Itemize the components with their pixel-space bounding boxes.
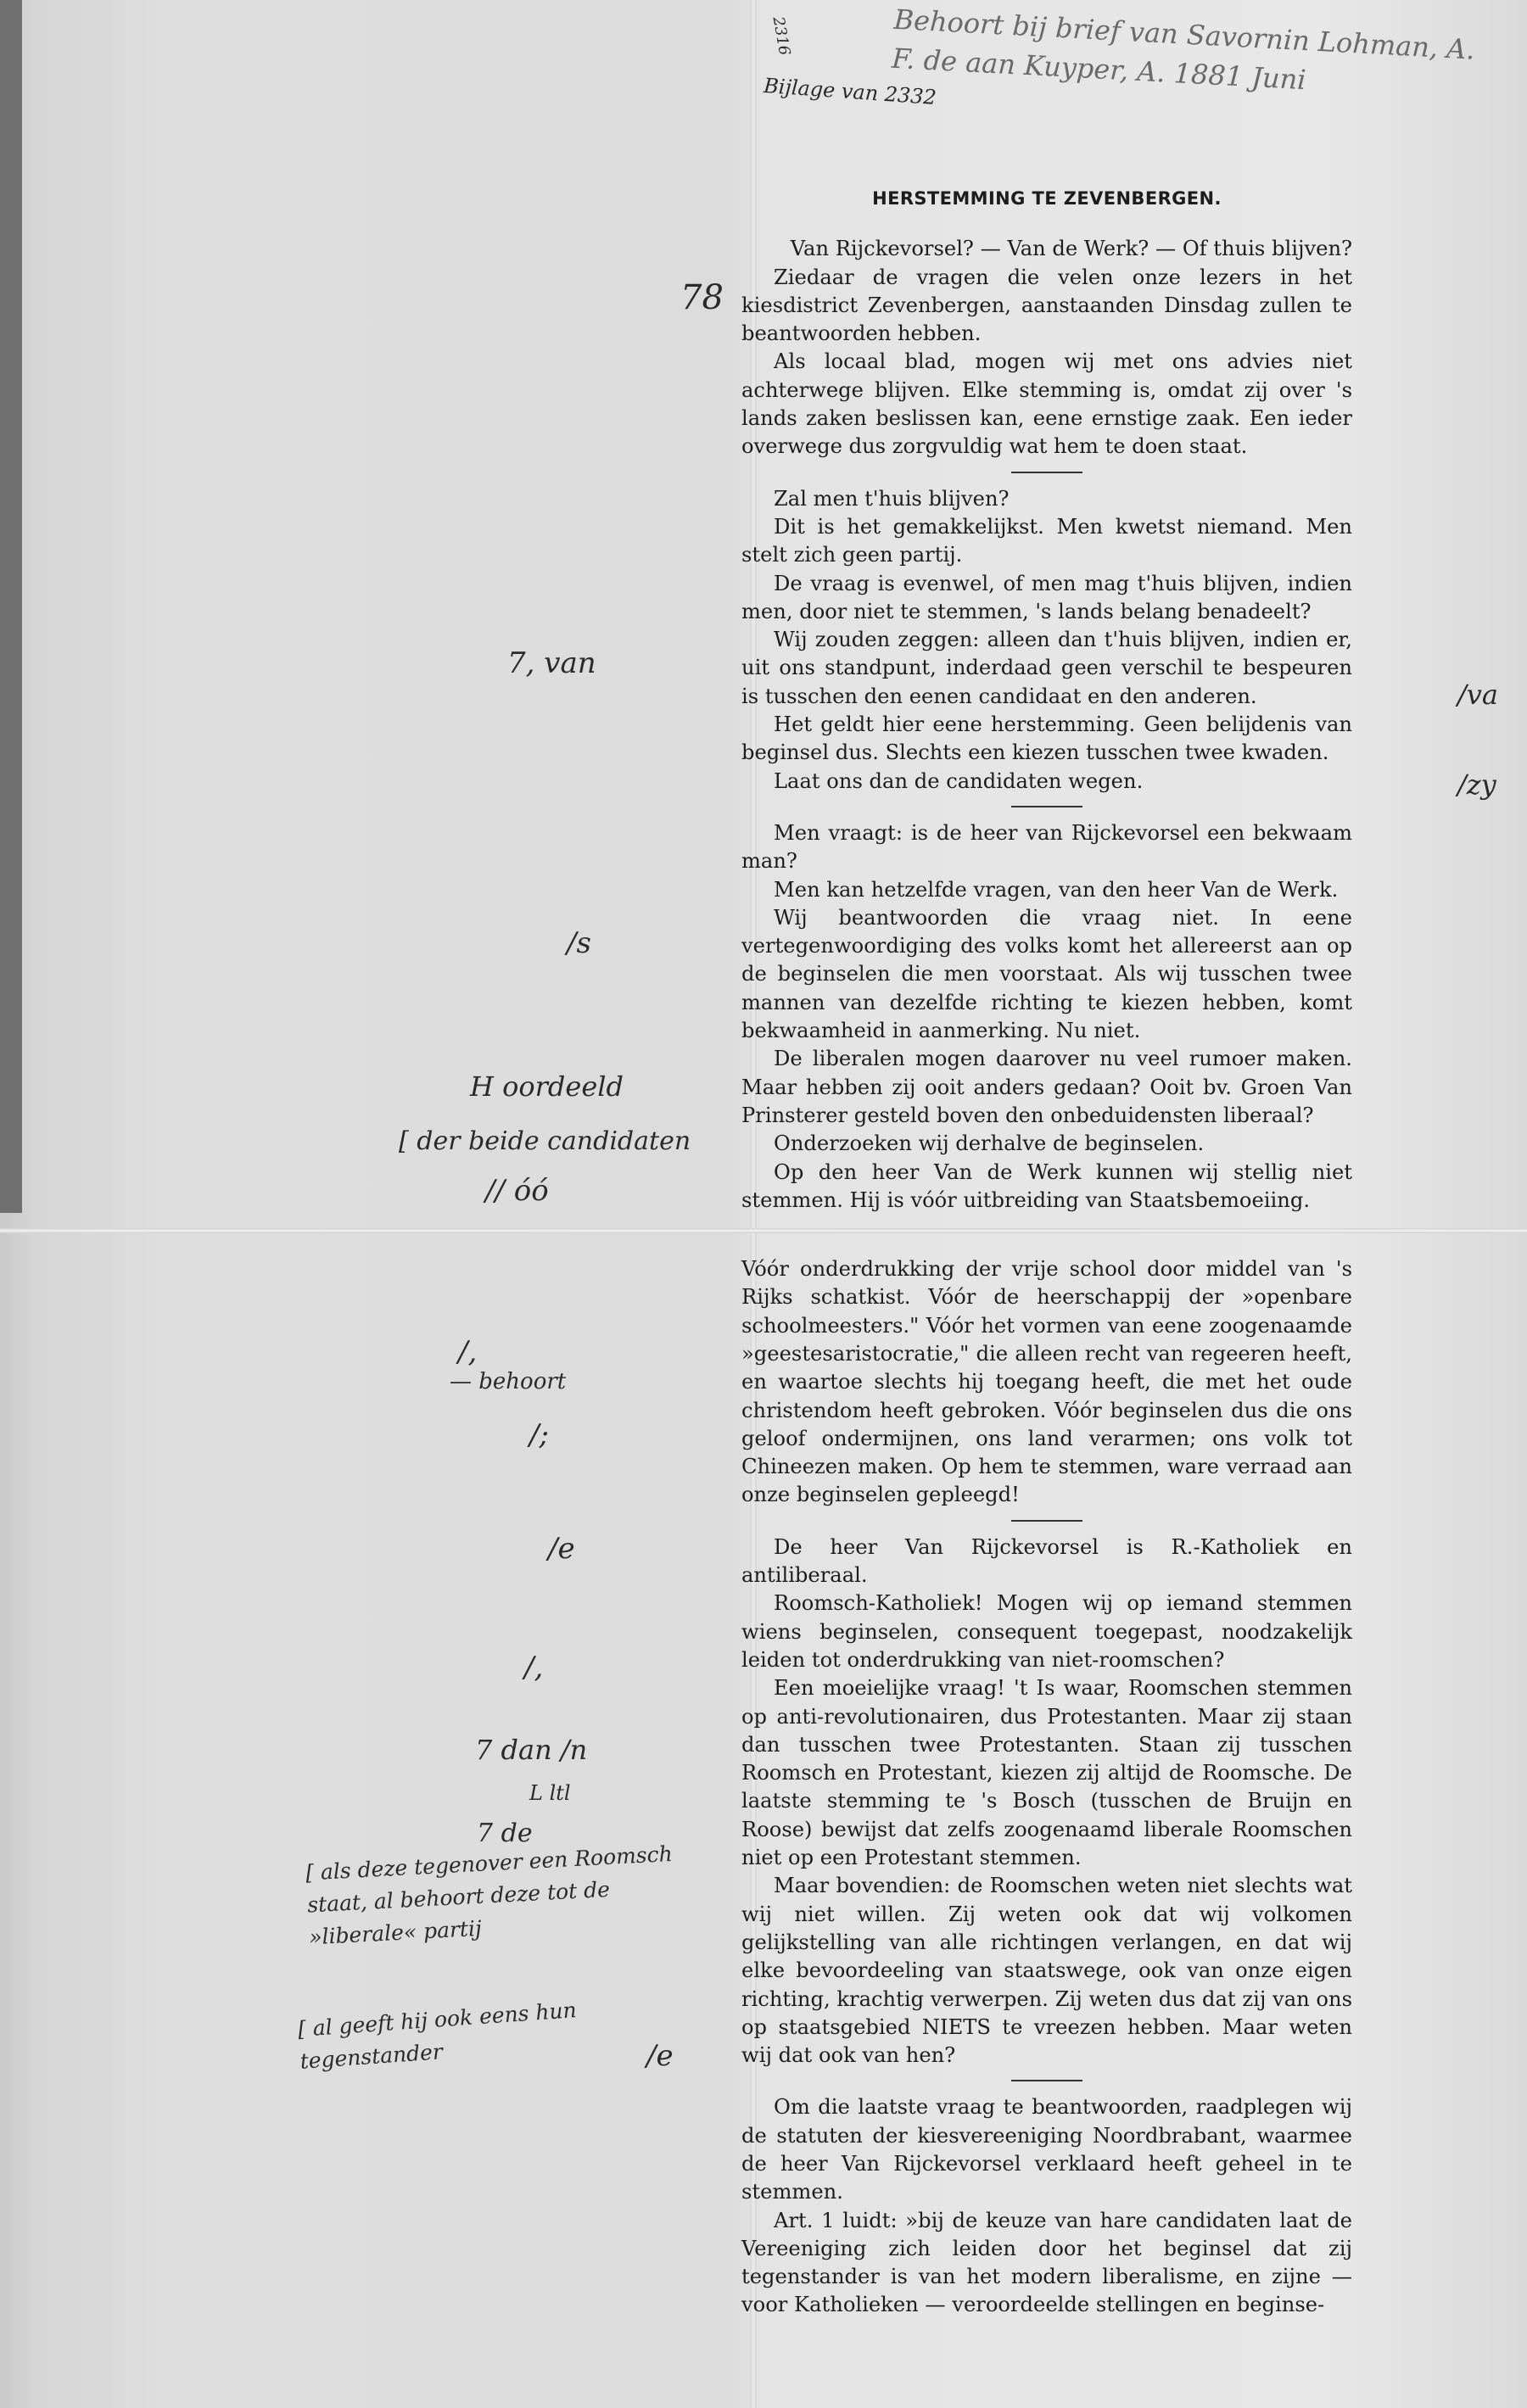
paragraph: Ziedaar de vragen die velen onze lezers in het kiesdistrict Zevenbergen, aanstaanden Dinsdag zullen te beantwoorden hebben. <box>741 265 1352 346</box>
margin-note-2: 7, van <box>507 646 596 680</box>
section-rule <box>1011 472 1082 473</box>
paragraph: Roomsch-Katholiek! Mogen wij op iemand stemmen wiens beginselen, consequent toegepast, noodzakelijk leiden tot onderdrukking van niet-roomschen? <box>741 1591 1352 1672</box>
paragraph: Wij zouden zeggen: alleen dan t'huis blijven, indien er, uit ons standpunt, inderdaad geen verschil te bespeuren is tusschen den eenen candidaat en den anderen. <box>741 628 1352 708</box>
right-margin-note-1: /va <box>1457 679 1498 711</box>
bijlage-note: Bijlage van 2332 <box>763 73 937 110</box>
paragraph: Dit is het gemakkelijkst. Men kwetst niemand. Men stelt zich geen partij. <box>741 514 1352 567</box>
paragraph: Men kan hetzelfde vragen, van den heer Van de Werk. <box>774 877 1339 902</box>
section-rule <box>1011 1520 1082 1522</box>
margin-note-1: 78 <box>680 278 724 317</box>
archive-header-note: Behoort bij brief van Savornin Lohman, A. F. de aan Kuyper, A. 1881 Juni <box>891 3 1476 97</box>
paragraph: Een moeielijke vraag! 't Is waar, Roomschen stemmen op anti-revolutionairen, dus Protestanten. Maar zij staan dan tusschen twee Protestanten. Staan zij tusschen Roomsch en Protestant, kiezen zij altijd de Roomsche. De laatste stemming te 's Bosch (tusschen de Bruijn en Roose) bewijst dat zelfs zoogenaamd liberale Roomschen niet op een Protestant stemmen. <box>741 1676 1352 1870</box>
paragraph: Onderzoeken wij derhalve de beginselen. <box>774 1131 1205 1156</box>
margin-note-11: /, <box>524 1651 544 1684</box>
margin-note-6: // óó <box>485 1174 549 1208</box>
paragraph: Laat ons dan de candidaten wegen. <box>774 768 1144 793</box>
margin-note-13: L ltl <box>529 1781 571 1805</box>
paragraph: Wij beantwoorden die vraag niet. In eene vertegenwoordiging des volks komt het allereerst aan op de beginselen die men voorstaat. Als wij tusschen twee mannen van dezelfde richting te kiezen hebben, komt bekwaamheid in aanmerking. Nu niet. <box>741 905 1352 1043</box>
paragraph: De vraag is evenwel, of men mag t'huis blijven, indien men, door niet te stemmen, 's lands belang benadeelt? <box>741 571 1352 623</box>
margin-note-12: 7 dan /n <box>475 1734 588 1766</box>
section-rule <box>1011 806 1082 807</box>
right-margin-note-2: /zy <box>1457 768 1496 801</box>
margin-note-14: 7 de <box>477 1819 533 1848</box>
archive-number: 2316 <box>769 15 794 57</box>
margin-note-10: /e <box>548 1532 575 1566</box>
paragraph: Om die laatste vraag te beantwoorden, raadplegen wij de statuten der kiesvereeniging Noordbrabant, waarmee de heer Van Rijckevorsel verklaard heeft geheel in te stemmen. <box>741 2095 1352 2204</box>
margin-note-16: [ al geeft hij ook eens hun tegenstander <box>297 1997 578 2074</box>
paragraph: Van Rijckevorsel? — Van de Werk? — Of thuis blijven? <box>790 237 1352 261</box>
paragraph: Maar bovendien: de Roomschen weten niet slechts wat wij niet willen. Zij weten ook dat wij volkomen gelijkstelling van alle richtingen verlangen, en dat wij elke bevoordeeling van staatswege, ook van onze eigen richting, krachtig verwerpen. Zij weten dus dat zij van ons op staatsgebied NIETS te vreezen hebben. Maar weten wij dat ook van hen? <box>741 1874 1352 2068</box>
margin-note-8: — behoort <box>450 1369 567 1394</box>
paragraph: De liberalen mogen daarover nu veel rumoer maken. Maar hebben zij ooit anders gedaan? Ooit bv. Groen Van Prinsterer gesteld boven den onbeduidensten liberaal? <box>741 1047 1352 1127</box>
paragraph: De heer Van Rijckevorsel is R.-Katholiek en antiliberaal. <box>741 1534 1352 1588</box>
paragraph: Het geldt hier eene herstemming. Geen belijdenis van beginsel dus. Slechts een kiezen tusschen twee kwaden. <box>741 712 1352 765</box>
paragraph: Men vraagt: is de heer van Rijckevorsel een bekwaam man? <box>741 820 1352 874</box>
section-rule <box>1011 2080 1082 2081</box>
paragraph: Vóór onderdrukking der vrije school door middel van 's Rijks schatkist. Vóór de heerschappij der »openbare schoolmeesters." Vóór het vormen van eene zoogenaamde »geestesaristocratie," die alleen recht van regeeren heeft, en waartoe slechts hij toegang heeft, die met het oude christendom heeft gebroken. Vóór beginselen dus die ons geloof ondermijnen, ons land verarmen; ons volk tot Chineezen maken. Op hem te stemmen, ware verraad aan onze beginselen gepleegd! <box>741 1257 1352 1507</box>
margin-note-7: /, <box>458 1335 478 1369</box>
paragraph: Zal men t'huis blijven? <box>774 486 1010 511</box>
paragraph: Op den heer Van de Werk kunnen wij stellig niet stemmen. Hij is vóór uitbreiding van Staatsbemoeiing. <box>741 1159 1352 1212</box>
margin-note-3: /s <box>567 926 591 960</box>
margin-note-17: /e <box>646 2039 674 2073</box>
printed-column <box>741 185 1352 2320</box>
margin-note-5: [ der beide candidaten <box>399 1126 691 1156</box>
margin-note-15: [ als deze tegenover een Roomsch staat, al behoort deze tot de »liberale« partij <box>305 1841 674 1950</box>
margin-note-9: /; <box>529 1418 549 1452</box>
margin-note-4: H oordeeld <box>470 1070 624 1103</box>
scan-edge-shadow <box>0 0 22 1213</box>
paragraph: Art. 1 luidt: »bij de keuze van hare candidaten laat de Vereeniging zich leiden door het beginsel dat zij tegenstander is van het modern liberalisme, en zijne — voor Katholieken — veroordeelde stellingen en beginse- <box>741 2208 1352 2317</box>
headline: HERSTEMMING TE ZEVENBERGEN. <box>872 188 1222 209</box>
paragraph: Als locaal blad, mogen wij met ons advies niet achterwege blijven. Elke stemming is, omdat zij over 's lands zaken beslissen kan, eene ernstige zaak. Een ieder overwege dus zorgvuldig wat hem te doen staat. <box>741 349 1352 459</box>
